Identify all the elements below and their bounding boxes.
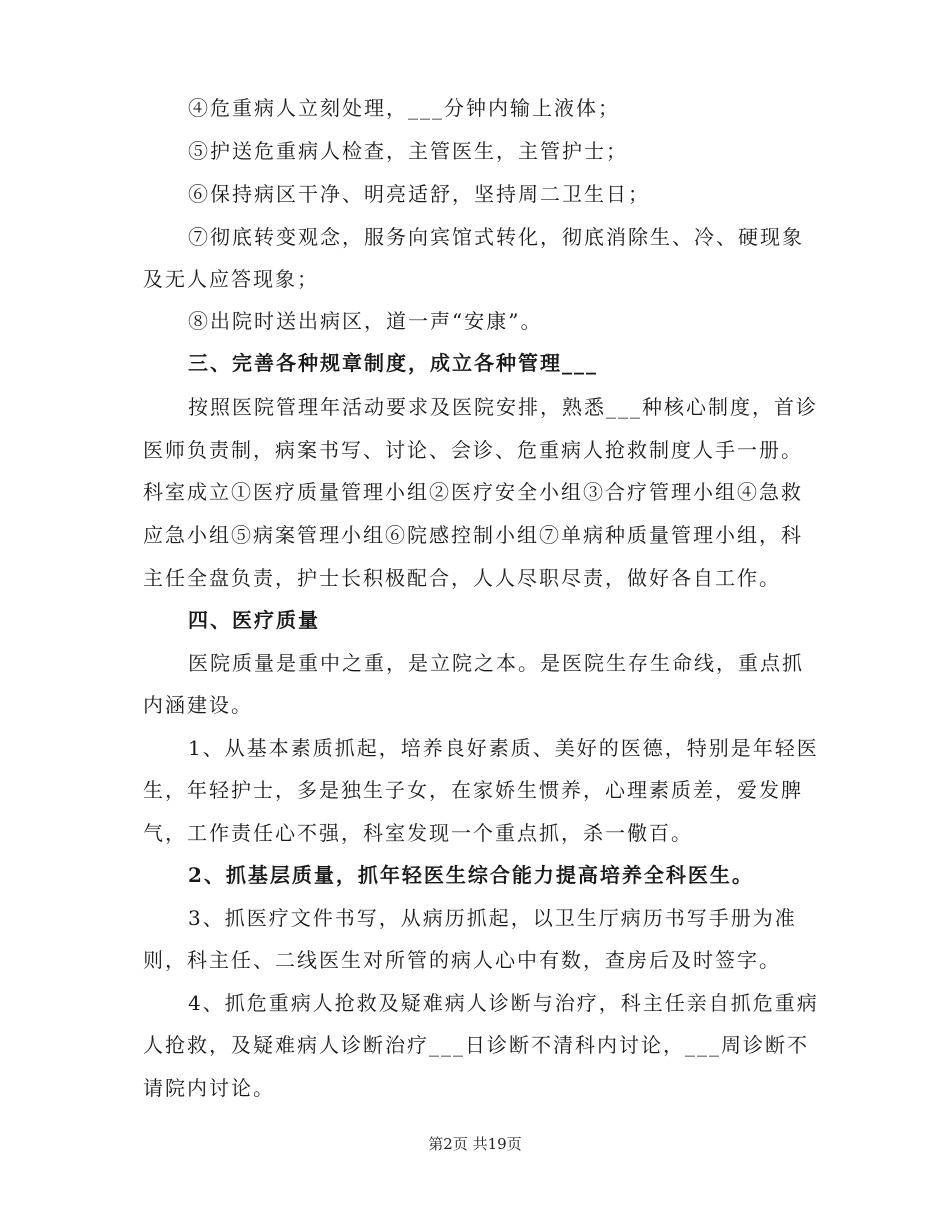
section-heading: 四、医疗质量 [188,608,320,632]
text-line: 请院内讨论。 [143,1076,275,1100]
text-line: 医院质量是重中之重，是立院之本。是医院生存生命线，重点抓 [188,651,804,675]
text-line: 应急小组⑤病案管理小组⑥院感控制小组⑦单病种质量管理小组，科 [143,523,803,547]
text-line: 1、从基本素质抓起，培养良好素质、美好的医德，特别是年轻医 [188,736,819,760]
text-line: 按照医院管理年活动要求及医院安排，熟悉___种核心制度，首诊 [188,395,818,419]
text-line: 医师负责制，病案书写、讨论、会诊、危重病人抢救制度人手一册。 [143,438,803,462]
text-line: ④危重病人立刻处理，___分钟内输上液体； [188,96,620,120]
text-line: 及无人应答现象； [143,267,319,291]
text-line: ⑥保持病区干净、明亮适舒，坚持周二卫生日； [188,182,650,206]
text-line: 则，科主任、二线医生对所管的病人心中有数，查房后及时签字。 [143,948,781,972]
text-line: 生，年轻护士，多是独生子女，在家娇生惯养，心理素质差，爱发脾 [143,778,803,802]
text-line: 人抢救，及疑难病人诊断治疗___日诊断不清科内讨论，___周诊断不 [143,1033,809,1057]
text-line: 4、抓危重病人抢救及疑难病人诊断与治疗，科主任亲自抓危重病 [188,991,819,1015]
section-heading: 2、抓基层质量，抓年轻医生综合能力提高培养全科医生。 [188,863,754,887]
text-line: 内涵建设。 [143,693,253,717]
page-number: 第2页 共19页 [428,1135,522,1153]
text-line: 3、抓医疗文件书写，从病历抓起，以卫生厅病历书写手册为准 [188,906,797,930]
text-line: 科室成立①医疗质量管理小组②医疗安全小组③合疗管理小组④急救 [143,480,803,504]
text-line: ⑤护送危重病人检查，主管医生，主管护士； [188,139,628,163]
text-line: 主任全盘负责，护士长积极配合，人人尽职尽责，做好各自工作。 [143,566,781,590]
section-heading: 三、完善各种规章制度，成立各种管理___ [188,351,598,375]
text-line: 气，工作责任心不强，科室发现一个重点抓，杀一儆百。 [143,821,693,845]
text-line: ⑦彻底转变观念，服务向宾馆式转化，彻底消除生、冷、硬现象 [188,225,804,249]
text-line: ⑧出院时送出病区，道一声“安康”。 [188,309,543,333]
